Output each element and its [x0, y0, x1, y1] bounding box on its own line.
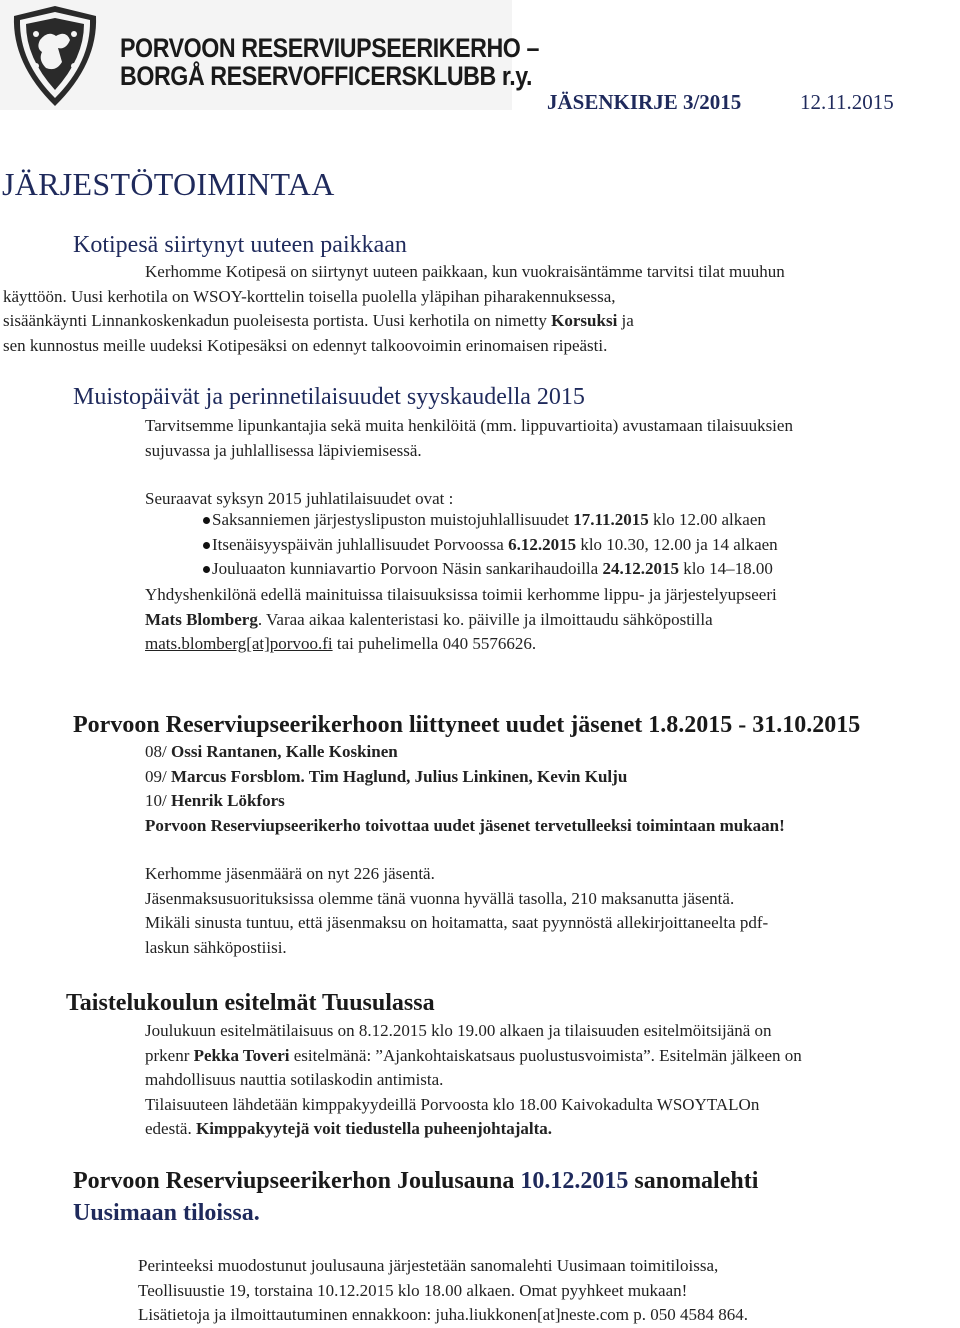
new-members-list [145, 740, 955, 838]
events-list [212, 508, 960, 582]
section-heading-joulusauna [73, 1168, 758, 1195]
rideshare-bold: Kimppakyytejä voit tiedustella puheenjohtajalta. [195, 1119, 553, 1138]
text-line [145, 1044, 955, 1069]
section-body-kotipesa [3, 260, 955, 358]
section-body-joulusauna [138, 1254, 948, 1328]
text-line: Mikäli sinusta tuntuu, että jäsenmaksu on hoitamatta, saat pyynnöstä allekirjoittaneelta pdf- [145, 913, 769, 932]
text-line: Kerhomme jäsenmäärä on nyt 226 jäsentä. [145, 864, 435, 883]
text-span: ja [617, 311, 634, 330]
section-body-taistelukoulu [145, 1019, 955, 1142]
heading-part: Porvoon Reserviupseerikerhon Joulusauna [73, 1168, 521, 1194]
heading-part: Uusimaan tiloissa. [73, 1200, 260, 1226]
text-line: Kerhomme Kotipesä on siirtynyt uuteen paikkaan, kun vuokraisäntämme tarvitsi tilat muuhun [145, 262, 785, 281]
month-label: 09/ [145, 766, 171, 786]
text-span: edestä. [145, 1119, 196, 1138]
text-line: Teollisuustie 19, torstaina 10.12.2015 klo 18.00 alkaen. Omat pyyhkeet mukaan! [138, 1280, 688, 1300]
section-heading-new-members: Porvoon Reserviupseerikerhoon liittyneet uudet jäsenet 1.8.2015 - 31.10.2015 [73, 712, 861, 738]
text-span: sisäänkäynti Linnankoskenkadun puoleisesta portista. Uusi kerhotila on nimetty [3, 311, 552, 330]
section-body-muistopaivat [145, 414, 955, 463]
member-names: Ossi Rantanen, Kalle Koskinen [170, 742, 398, 761]
text-line: sujuvassa ja juhlallisessa läpiviemisessä. [145, 440, 422, 460]
text-line: käyttöön. Uusi kerhotila on WSOY-korttelin toisella puolella yläpihan piharakennuksessa, [3, 286, 616, 306]
member-names: Marcus Forsblom. Tim Haglund, Julius Linkinen, Kevin Kulju [170, 766, 628, 786]
event-item [212, 508, 960, 533]
text-line: Tarvitsemme lipunkantajia sekä muita henkilöitä (mm. lippuvartioita) avustamaan tilaisuuksien [145, 416, 793, 435]
month-label: 10/ [145, 791, 171, 810]
text-span: esitelmänä: ”Ajankohtaiskatsaus puolustusvoimista”. Esitelmän jälkeen on [289, 1045, 802, 1065]
event-text: Jouluaaton kunniavartio Porvoon Näsin sankarihaudoilla [212, 559, 603, 578]
contact-paragraph [145, 583, 955, 657]
section-heading-kotipesa: Kotipesä siirtynyt uuteen paikkaan [73, 232, 407, 258]
bold-name: Korsuksi [551, 311, 618, 330]
welcome-text [145, 814, 955, 839]
text-line: Joulukuun esitelmätilaisuus on 8.12.2015 klo 19.00 alkaen ja tilaisuuden esitelmöitsijänä on [145, 1021, 772, 1040]
text-line: Lisätietoja ja ilmoittautuminen ennakkoon: juha.liukkonen[at]neste.com p. 050 4584 864. [138, 1305, 748, 1324]
event-date: 24.12.2015 [602, 559, 679, 578]
event-date: 6.12.2015 [508, 534, 577, 554]
member-names: Henrik Lökfors [170, 791, 285, 810]
contact-email-link[interactable]: mats.blomberg[at]porvoo.fi [145, 634, 333, 653]
text-line: mahdollisuus nauttia sotilaskodin antimista. [145, 1070, 444, 1089]
text-line: Tilaisuuteen lähdetään kimppakyydeillä Porvoosta klo 18.00 Kaivokadulta WSOYTALOn [145, 1094, 760, 1114]
text-line [145, 608, 955, 633]
event-text: Saksanniemen järjestyslipuston muistojuhlallisuudet [212, 510, 574, 529]
event-time: klo 12.00 alkaen [648, 510, 766, 529]
newsletter-number: JÄSENKIRJE 3/2015 [547, 90, 742, 114]
text-line [3, 309, 955, 334]
contact-name: Mats Blomberg [145, 609, 258, 629]
heading-date: 10.12.2015 [520, 1168, 629, 1194]
month-label: 08/ [145, 742, 171, 761]
event-time: klo 10.30, 12.00 ja 14 alkaen [576, 534, 778, 554]
text-line [145, 632, 955, 657]
speaker-name: Pekka Toveri [193, 1045, 290, 1065]
section-heading-joulusauna-line2 [73, 1200, 260, 1227]
event-date: 17.11.2015 [573, 510, 649, 529]
events-intro: Seuraavat syksyn 2015 juhlatilaisuudet ovat : [145, 489, 454, 508]
text-line: Jäsenmaksusuorituksissa olemme tänä vuonna hyvällä tasolla, 210 maksanutta jäsentä. [145, 888, 735, 908]
heading-part: sanomalehti [628, 1168, 759, 1194]
text-line: sen kunnostus meille uudeksi Kotipesäksi on edennyt talkoovoimin erinomaisen ripeästi. [3, 335, 608, 355]
welcome-bold: Porvoon Reserviupseerikerho toivottaa uudet jäsenet tervetulleeksi toimintaan mukaan! [145, 815, 785, 835]
org-name-finnish: PORVOON RESERVIUPSEERIKERHO – [120, 33, 539, 63]
text-line: laskun sähköpostiisi. [145, 937, 287, 957]
text-line: Yhdyshenkilönä edellä mainituissa tilaisuuksissa toimii kerhomme lippu- ja järjestelyupseeri [145, 585, 777, 604]
event-time: klo 14–18.00 [678, 559, 773, 578]
newsletter-date: 12.11.2015 [800, 90, 894, 114]
section-heading-muistopaivat: Muistopäivät ja perinnetilaisuudet syyskaudella 2015 [73, 384, 585, 410]
event-item [212, 533, 960, 558]
members-10 [145, 789, 955, 814]
event-item [212, 557, 960, 582]
text-span: prkenr [145, 1045, 194, 1065]
text-line [145, 1117, 955, 1142]
members-08 [145, 740, 955, 765]
text-span: . Varaa aikaa kalenteristasi ko. päiville ja ilmoittaudu sähköpostilla [257, 609, 713, 629]
text-line: Perinteeksi muodostunut joulusauna järjestetään sanomalehti Uusimaan toimitiloissa, [138, 1256, 719, 1275]
org-name-swedish: BORGÅ RESERVOFFICERSKLUBB r.y. [120, 61, 533, 91]
members-09 [145, 765, 955, 790]
text-span: tai puhelimella 040 5576626. [332, 634, 537, 653]
club-crest-icon [6, 4, 104, 108]
membership-info [145, 862, 955, 960]
page-title: JÄRJESTÖTOIMINTAA [2, 166, 335, 202]
section-heading-taistelukoulu: Taistelukoulun esitelmät Tuusulassa [66, 990, 435, 1016]
event-text: Itsenäisyyspäivän juhlallisuudet Porvoossa [212, 534, 509, 554]
